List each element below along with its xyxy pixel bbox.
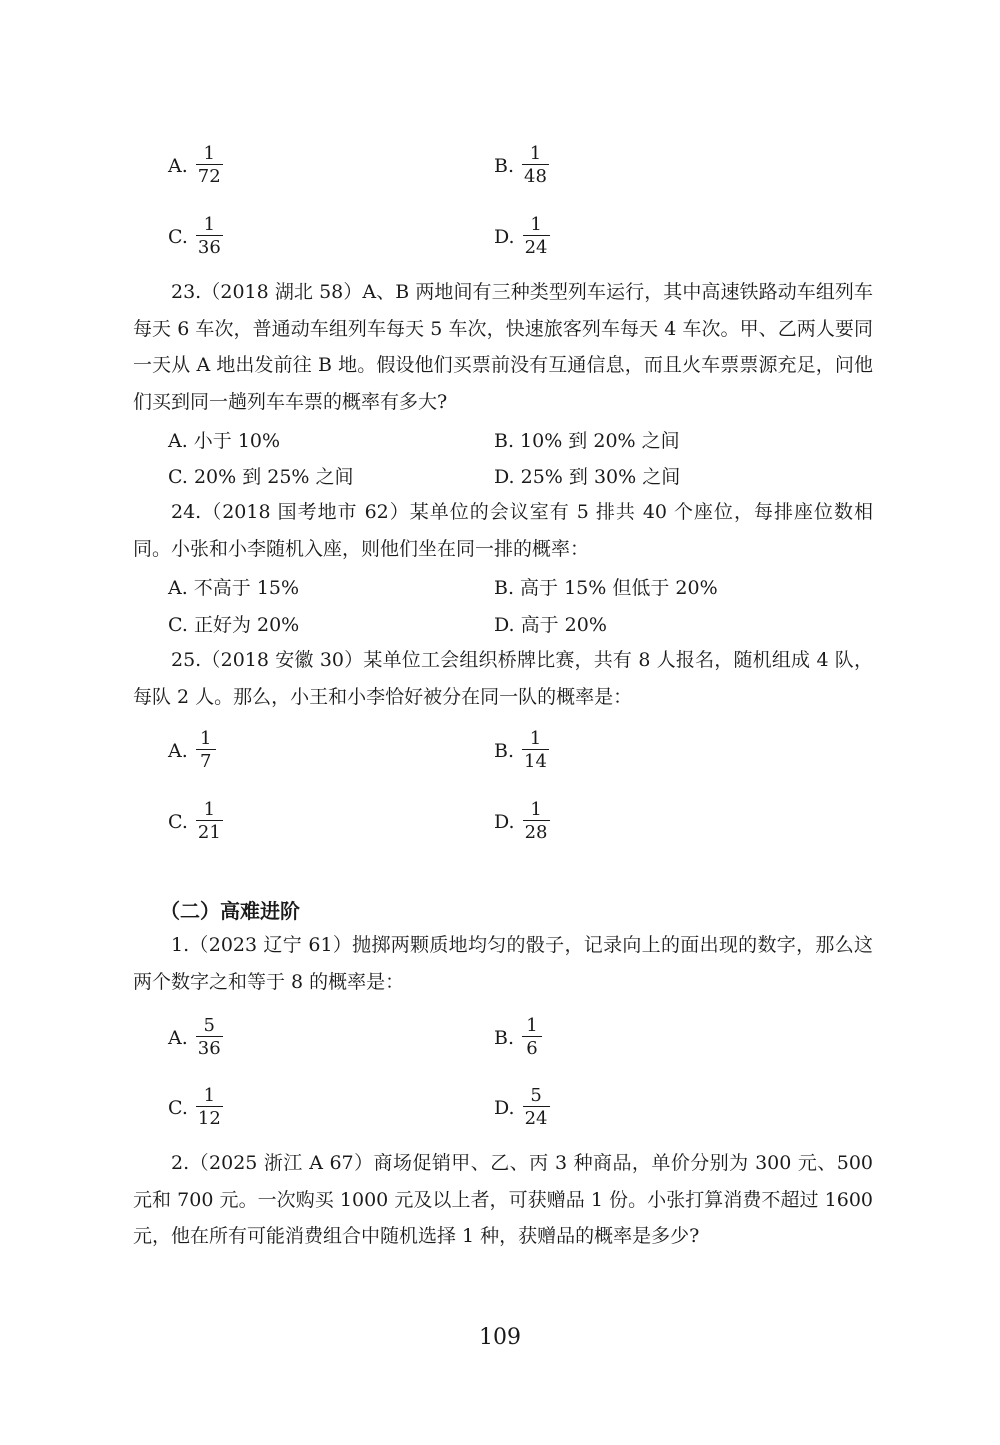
fraction xyxy=(523,1085,550,1130)
q24-option-d[interactable]: D. 高于 20% xyxy=(494,614,607,636)
question-24-text: 24.（2018 国考地市 62）某单位的会议室有 5 排共 40 个座位，每排座位数相同。小张和小李随机入座，则他们坐在同一排的概率： xyxy=(133,501,873,560)
numerator: 1 xyxy=(529,143,542,164)
denominator: 7 xyxy=(200,751,212,773)
fraction xyxy=(196,1085,223,1130)
q24-option-b[interactable]: B. 高于 15% 但低于 20% xyxy=(494,577,718,599)
fraction xyxy=(522,143,549,188)
fraction xyxy=(196,214,223,259)
numerator: 5 xyxy=(203,1015,215,1036)
h1-option-a[interactable] xyxy=(168,1015,223,1060)
option-a[interactable] xyxy=(168,143,223,188)
fraction xyxy=(523,214,550,259)
page-number: 109 xyxy=(479,1325,521,1350)
denominator: 36 xyxy=(197,237,221,259)
h1-option-c[interactable] xyxy=(168,1085,223,1130)
numerator: 1 xyxy=(526,1015,538,1036)
fraction xyxy=(523,799,550,844)
option-label: D. xyxy=(494,225,515,248)
denominator: 28 xyxy=(524,822,548,844)
q23-option-c[interactable]: C. 20% 到 25% 之间 xyxy=(168,466,354,488)
h1-option-b[interactable] xyxy=(494,1015,542,1060)
option-label: C. xyxy=(168,225,188,248)
fraction xyxy=(196,143,223,188)
denominator: 48 xyxy=(524,166,547,188)
option-label: B. xyxy=(494,154,515,177)
option-d[interactable] xyxy=(494,214,550,259)
denominator: 72 xyxy=(197,166,221,188)
section-heading: （二）高难进阶 xyxy=(160,899,300,923)
option-label: D. xyxy=(494,810,515,833)
numerator: 1 xyxy=(203,214,216,235)
option-label: C. xyxy=(168,1096,188,1119)
fraction xyxy=(522,1015,542,1060)
q23-option-a[interactable]: A. 小于 10% xyxy=(168,430,281,452)
denominator: 14 xyxy=(524,751,547,773)
question-25-text: 25.（2018 安徽 30）某单位工会组织桥牌比赛，共有 8 人报名，随机组成 4 队，每队 2 人。那么，小王和小李恰好被分在同一队的概率是： xyxy=(133,649,873,708)
option-label: A. xyxy=(168,1026,188,1049)
option-label: A. xyxy=(168,739,188,762)
option-label: B. xyxy=(494,739,515,762)
numerator: 1 xyxy=(203,1085,216,1106)
option-b[interactable] xyxy=(494,143,549,188)
q25-option-c[interactable] xyxy=(168,799,223,844)
numerator: 5 xyxy=(530,1085,542,1106)
numerator: 1 xyxy=(203,143,215,164)
fraction xyxy=(196,728,216,773)
numerator: 1 xyxy=(203,799,216,820)
q25-option-b[interactable] xyxy=(494,728,549,773)
option-c[interactable] xyxy=(168,214,223,259)
q23-option-b[interactable]: B. 10% 到 20% 之间 xyxy=(494,430,680,452)
option-label: A. xyxy=(168,154,188,177)
q24-option-c[interactable]: C. 正好为 20% xyxy=(168,614,300,636)
option-label: C. xyxy=(168,810,188,833)
denominator: 24 xyxy=(524,1108,548,1130)
q25-option-d[interactable] xyxy=(494,799,550,844)
denominator: 6 xyxy=(526,1038,538,1060)
numerator: 1 xyxy=(530,799,542,820)
question-23-text: 23.（2018 湖北 58）A、B 两地间有三种类型列车运行，其中高速铁路动车组列车每天 6 车次，普通动车组列车每天 5 车次，快速旅客列车每天 4 车次。甲、乙两人要同一天从 A 地出发前往 B 地。假设他们买票前没有互通信息，而且火车票票源充足，问他们买到同一趟列车车票的概率有多大? xyxy=(133,281,873,413)
fraction xyxy=(196,1015,223,1060)
h1-option-d[interactable] xyxy=(494,1085,550,1130)
q24-option-a[interactable]: A. 不高于 15% xyxy=(168,577,300,599)
option-label: B. xyxy=(494,1026,515,1049)
denominator: 24 xyxy=(524,237,548,259)
q23-option-d[interactable]: D. 25% 到 30% 之间 xyxy=(494,466,681,488)
denominator: 12 xyxy=(197,1108,221,1130)
option-label: D. xyxy=(494,1096,515,1119)
hard-question-2-text: 2.（2025 浙江 A 67）商场促销甲、乙、丙 3 种商品，单价分别为 300 元、500 元和 700 元。一次购买 1000 元及以上者，可获赠品 1 份。小张打算消费不超过 1600 元，他在所有可能消费组合中随机选择 1 种，获赠品的概率是多少? xyxy=(133,1152,873,1247)
numerator: 1 xyxy=(530,214,542,235)
numerator: 1 xyxy=(529,728,542,749)
q25-option-a[interactable] xyxy=(168,728,216,773)
numerator: 1 xyxy=(200,728,212,749)
fraction xyxy=(522,728,549,773)
denominator: 36 xyxy=(197,1038,221,1060)
fraction xyxy=(196,799,223,844)
hard-question-1-text: 1.（2023 辽宁 61）抛掷两颗质地均匀的骰子，记录向上的面出现的数字，那么这两个数字之和等于 8 的概率是： xyxy=(133,934,873,993)
denominator: 21 xyxy=(197,822,221,844)
